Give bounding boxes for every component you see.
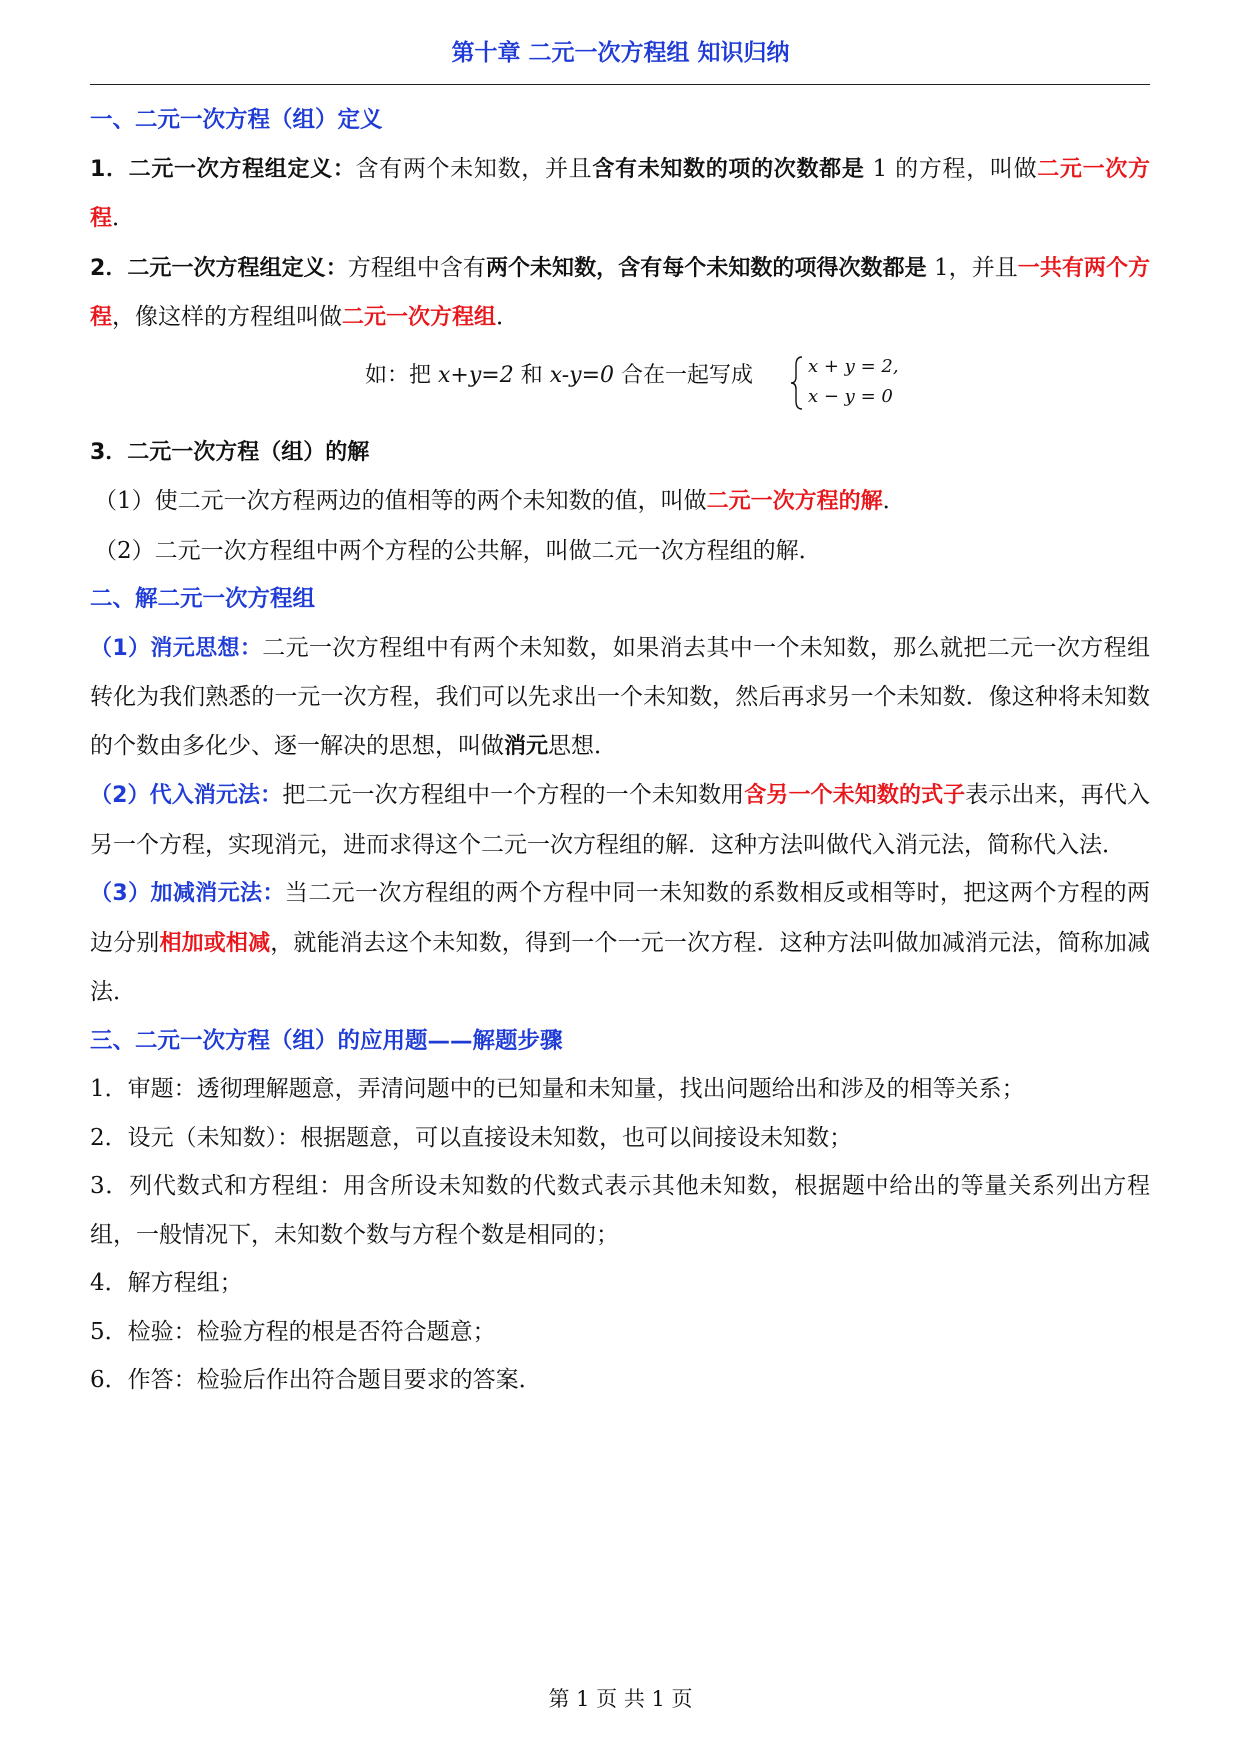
text-run: 方程组中含有 [347, 254, 486, 281]
section-heading-solving: 二、解二元一次方程组 [90, 586, 316, 612]
highlight-term: 二元一次方程组 [342, 305, 497, 330]
step-item: 4．解方程组； [90, 1270, 243, 1296]
step-item: 3．列代数式和方程组：用含所设未知数的代数式表示其他未知数，根据题中给出的等量关系列出方程组，一般情况下，未知数个数与方程个数是相同的； [90, 1173, 1150, 1248]
page-footer: 第 1 页 共 1 页 [548, 1687, 693, 1711]
section-heading-definition: 一、二元一次方程（组）定义 [90, 107, 383, 133]
header-rule [90, 84, 1150, 85]
step-item: 5．检验：检验方程的根是否符合题意； [90, 1318, 496, 1345]
text-run: ． [882, 488, 906, 514]
text-run: ． [496, 304, 520, 330]
equation-line-2: x − y = 0 [808, 385, 893, 407]
document-body [90, 96, 1150, 1405]
paragraph-elimination-idea [90, 624, 1150, 772]
math-expression: x-y=0 [549, 362, 615, 388]
highlight-term: 一共有两个方程 [90, 255, 1150, 330]
step-item: 6．作答：检验后作出符合题目要求的答案． [90, 1367, 542, 1393]
bold-text: 含有未知数的项的次数都是 [592, 156, 865, 182]
text-run: 二元一次方程组中有两个未知数，如果消去其中一个未知数，那么就把二元一次方程组转化为我们熟悉的一元一次方程，我们可以先求出一个未知数，然后再求另一个未知数．像这种将未知数的个数由多化少、逐一解决的思想，叫做 [90, 634, 1151, 759]
example-equation-system [90, 343, 1150, 429]
text-run: 把二元一次方程组中一个方程的一个未知数用 [282, 782, 745, 808]
subheading-solution: 3．二元一次方程（组）的解 [90, 439, 370, 465]
highlight-term: 相加或相减 [159, 930, 271, 956]
section-heading-application: 三、二元一次方程（组）的应用题——解题步骤 [90, 1027, 563, 1054]
list-item [90, 477, 1150, 527]
text-run: 和 [513, 362, 550, 388]
text-run: 1 的方程，叫做 [864, 155, 1038, 182]
math-expression: x+y=2 [438, 362, 514, 388]
text-run: 合在一起写成 [614, 362, 754, 388]
paragraph-addition-method [90, 869, 1150, 1017]
bold-text: 消元 [504, 733, 549, 759]
text-run: （1）使二元一次方程两边的值相等的两个未知数的值，叫做 [94, 488, 707, 514]
text-run: ． [112, 205, 136, 231]
method-label: （1）消元思想： [90, 635, 263, 661]
page-title: 第十章 二元一次方程组 知识归纳 [451, 40, 790, 66]
highlight-term: 含另一个未知数的式子 [744, 783, 966, 808]
text-run: 1，并且 [926, 254, 1018, 281]
text-run: ，就能消去这个未知数，得到一个一元一次方程．这种方法叫做加减消元法，简称加减法． [90, 929, 1150, 1005]
text-run: 含有两个未知数，并且 [355, 155, 593, 182]
text-run: 思想． [548, 732, 618, 759]
bold-text: 两个未知数，含有每个未知数的项得次数都是 [485, 255, 927, 281]
method-label: （2）代入消元法： [90, 783, 283, 808]
list-item: （2）二元一次方程组中两个方程的公共解，叫做二元一次方程组的解． [94, 537, 822, 564]
example-text [365, 361, 753, 391]
text-run: ，像这样的方程组叫做 [112, 304, 343, 330]
text-run: 如：把 [365, 362, 438, 388]
highlight-term: 二元一次方程 [90, 156, 1150, 231]
step-item: 2．设元（未知数）：根据题意，可以直接设未知数，也可以间接设未知数； [90, 1124, 853, 1151]
equation-line-1: x + y = 2, [808, 355, 899, 377]
paragraph-substitution-method [90, 771, 1150, 869]
method-label: （3）加减消元法： [90, 881, 285, 906]
highlight-term: 二元一次方程的解 [706, 489, 883, 514]
paragraph-definition-equation [90, 145, 1150, 244]
paragraph-definition-system [90, 244, 1150, 343]
term-label: 2．二元一次方程组定义： [90, 255, 348, 281]
text-run: 表示出来，再代入另一个方程，实现消元，进而求得这个二元一次方程组的解．这种方法叫做代入消元法，简称代入法． [90, 782, 1151, 858]
term-label: 1．二元一次方程组定义： [90, 156, 356, 182]
text-run: 当二元一次方程组的两个方程中同一未知数的系数相反或相等时，把这两个方程的两边分别 [90, 880, 1151, 956]
step-item: 1．审题：透彻理解题意，弄清问题中的已知量和未知量，找出问题给出和涉及的相等关系； [90, 1076, 1025, 1102]
